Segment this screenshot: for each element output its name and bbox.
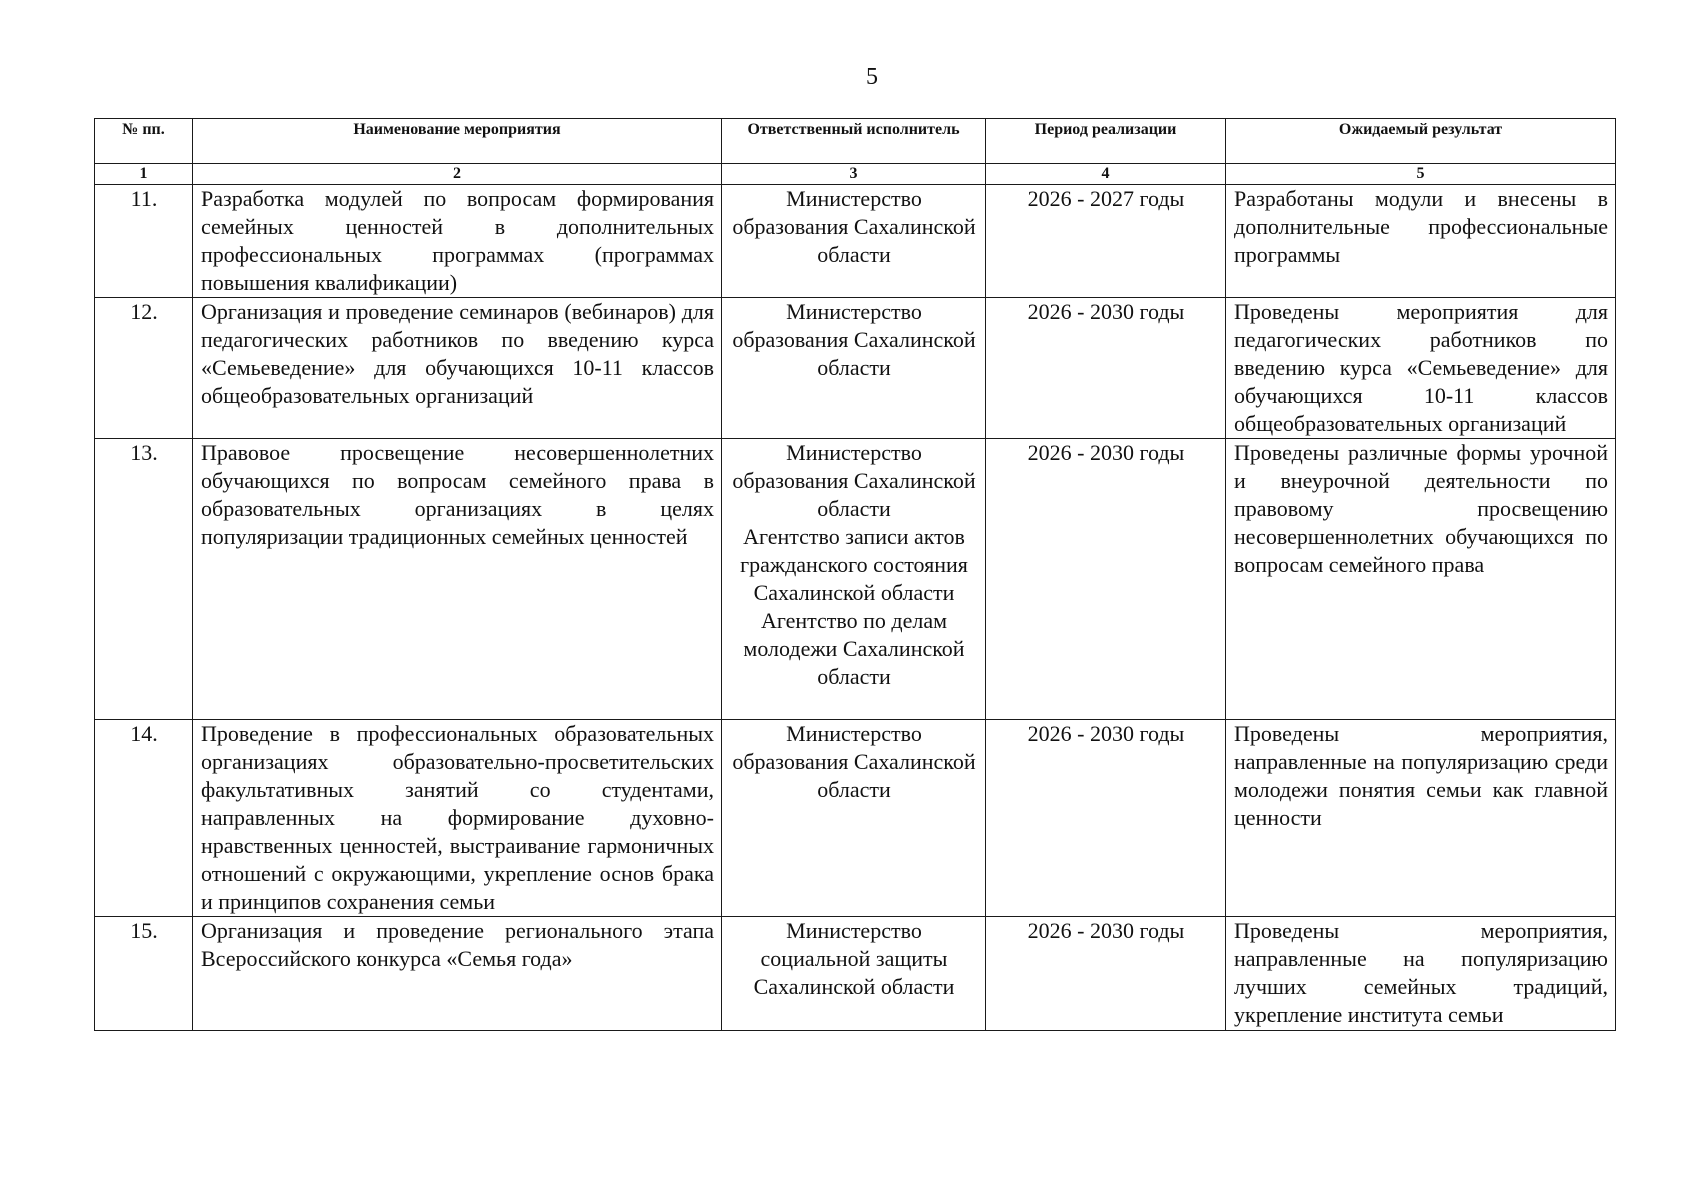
activity-name: Организация и проведение семинаров (вебинаров) для педагогических работников по введению курса «Семьеведение» для обучающихся 10-11 классов общеобразовательных организаций xyxy=(193,298,722,439)
period: 2026 - 2030 годы xyxy=(986,298,1226,439)
expected-result: Проведены мероприятия, направленные на популяризацию лучших семейных традиций, укрепление института семьи xyxy=(1226,917,1616,1031)
period: 2026 - 2030 годы xyxy=(986,917,1226,1031)
column-number: 4 xyxy=(986,164,1226,185)
activity-name: Разработка модулей по вопросам формирования семейных ценностей в дополнительных профессиональных программах (программах повышения квалификации) xyxy=(193,185,722,298)
table-row xyxy=(95,185,1616,298)
period: 2026 - 2030 годы xyxy=(986,720,1226,917)
row-number: 13. xyxy=(95,439,193,720)
column-number: 5 xyxy=(1226,164,1616,185)
period: 2026 - 2030 годы xyxy=(986,439,1226,720)
expected-result: Проведены мероприятия для педагогических работников по введению курса «Семьеведение» для обучающихся 10-11 классов общеобразовательных организаций xyxy=(1226,298,1616,439)
period: 2026 - 2027 годы xyxy=(986,185,1226,298)
column-number: 3 xyxy=(722,164,986,185)
row-number: 15. xyxy=(95,917,193,1031)
responsible-executor xyxy=(722,917,986,1031)
expected-result: Проведены мероприятия, направленные на популяризацию среди молодежи понятия семьи как главной ценности xyxy=(1226,720,1616,917)
responsible-line: Министерство образования Сахалинской области xyxy=(732,721,976,802)
table-row xyxy=(95,298,1616,439)
activity-name: Правовое просвещение несовершеннолетних обучающихся по вопросам семейного права в образовательных организациях в целях популяризации традиционных семейных ценностей xyxy=(193,439,722,720)
header-expected-result: Ожидаемый результат xyxy=(1226,119,1616,164)
responsible-executor xyxy=(722,720,986,917)
header-row xyxy=(95,119,1616,164)
header-activity-name: Наименование мероприятия xyxy=(193,119,722,164)
responsible-executor xyxy=(722,439,986,720)
table-row xyxy=(95,439,1616,720)
column-number: 2 xyxy=(193,164,722,185)
responsible-line: Агентство по делам молодежи Сахалинской области xyxy=(743,608,965,689)
header-period: Период реализации xyxy=(986,119,1226,164)
table-row xyxy=(95,917,1616,1031)
expected-result: Проведены различные формы урочной и внеурочной деятельности по правовому просвещению несовершеннолетних обучающихся по вопросам семейного права xyxy=(1226,439,1616,720)
responsible-executor xyxy=(722,185,986,298)
activities-table xyxy=(94,118,1616,1031)
table-row xyxy=(95,720,1616,917)
column-number: 1 xyxy=(95,164,193,185)
responsible-line: Министерство образования Сахалинской области xyxy=(732,440,976,521)
row-number: 12. xyxy=(95,298,193,439)
responsible-line: Министерство образования Сахалинской области xyxy=(732,186,976,267)
activity-name: Проведение в профессиональных образовательных организациях образовательно-просветительских факультативных занятий со студентами, направленных на формирование духовно-нравственных ценностей, выстраивание гармоничных отношений с окружающими, укрепление основ брака и принципов сохранения семьи xyxy=(193,720,722,917)
responsible-line: Агентство записи актов гражданского состояния Сахалинской области xyxy=(740,524,968,605)
responsible-line: Министерство социальной защиты Сахалинской области xyxy=(753,918,955,999)
header-number: № пп. xyxy=(95,119,193,164)
expected-result: Разработаны модули и внесены в дополнительные профессиональные программы xyxy=(1226,185,1616,298)
row-number: 14. xyxy=(95,720,193,917)
responsible-line: Министерство образования Сахалинской области xyxy=(732,299,976,380)
column-numbers-row xyxy=(95,164,1616,185)
responsible-executor xyxy=(722,298,986,439)
page-number: 5 xyxy=(866,64,878,90)
activity-name: Организация и проведение регионального этапа Всероссийского конкурса «Семья года» xyxy=(193,917,722,1031)
header-responsible: Ответственный исполнитель xyxy=(722,119,986,164)
row-number: 11. xyxy=(95,185,193,298)
